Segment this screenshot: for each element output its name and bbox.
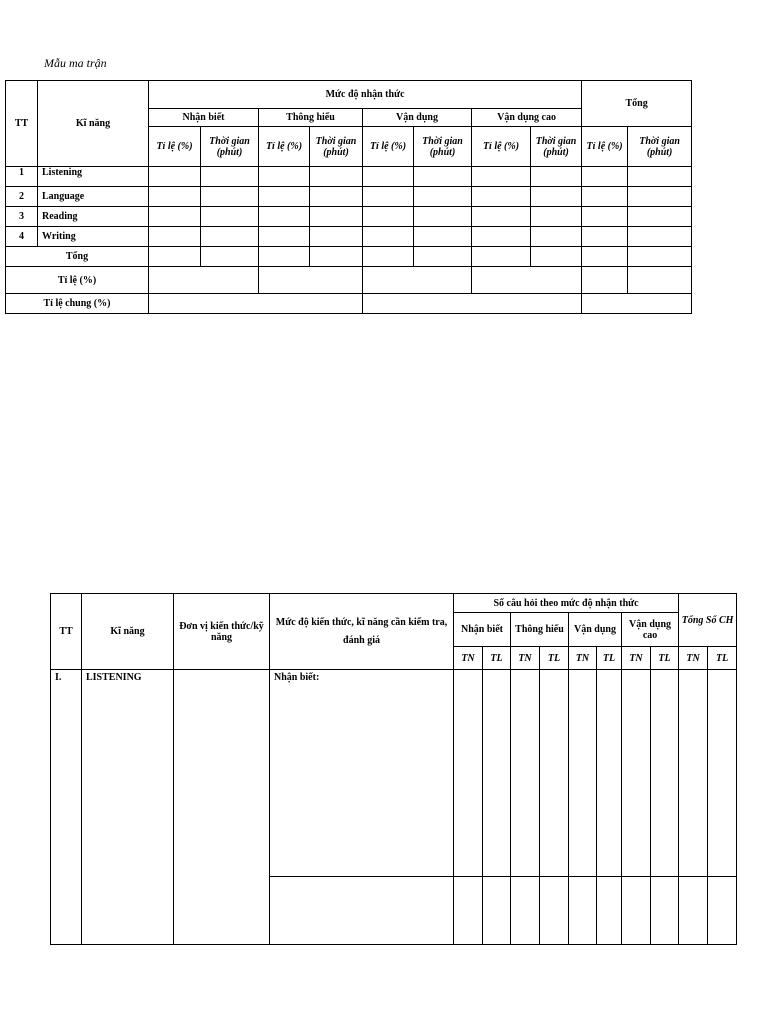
tn-subheader: TN [511,647,540,670]
tl-subheader: TL [651,647,679,670]
table-row [6,227,692,247]
tl-subheader: TL [597,647,622,670]
row-number: I. [51,670,82,945]
table-row [51,670,737,877]
tn-subheader: TN [454,647,483,670]
col-tt-header: TT [6,81,38,167]
ratio-row-label: Tỉ lệ (%) [6,267,149,294]
row-skill: Listening [38,167,149,187]
time-subheader: Thời gian (phút) [310,127,363,167]
tl-subheader: TL [708,647,737,670]
specification-table [50,593,737,945]
ratio-subheader: Tỉ lệ (%) [259,127,310,167]
level-comprehension-header: Thông hiểu [511,613,569,647]
level-recognition-header: Nhận biết [454,613,511,647]
table-row [6,167,692,187]
table-row [6,207,692,227]
total-questions-header: Tổng Số CH [679,594,737,647]
total-row-label: Tổng [6,247,149,267]
level-application-header: Vận dụng [569,613,622,647]
time-subheader: Thời gian (phút) [201,127,259,167]
row-number: 3 [6,207,38,227]
ratio-subheader: Tỉ lệ (%) [149,127,201,167]
row-number: 4 [6,227,38,247]
time-subheader: Thời gian (phút) [531,127,582,167]
time-subheader: Thời gian (phút) [628,127,692,167]
ratio-subheader: Tỉ lệ (%) [582,127,628,167]
level-recognition-header: Nhận biết [149,109,259,127]
tn-subheader: TN [679,647,708,670]
row-skill: Writing [38,227,149,247]
overall-ratio-label: Tỉ lệ chung (%) [6,294,149,314]
tn-subheader: TN [569,647,597,670]
table-row [6,187,692,207]
level-high-application-header: Vận dụng cao [472,109,582,127]
question-count-header: Số câu hỏi theo mức độ nhận thức [454,594,679,613]
page-caption: Mẫu ma trận [44,56,107,70]
level-comprehension-header: Thông hiểu [259,109,363,127]
tn-subheader: TN [622,647,651,670]
level-application-header: Vận dụng [363,109,472,127]
overall-ratio-row [6,294,692,314]
row-skill: LISTENING [82,670,174,945]
matrix-table [5,80,692,314]
col-skill-header: Kĩ năng [82,594,174,670]
row-number: 1 [6,167,38,187]
row-number: 2 [6,187,38,207]
row-skill: Reading [38,207,149,227]
col-assessment-level-header: Mức độ kiến thức, kĩ năng cần kiểm tra, đánh giá [270,594,454,670]
col-knowledge-unit-header: Đơn vị kiến thức/kỹ năng [174,594,270,670]
row-skill: Language [38,187,149,207]
tl-subheader: TL [540,647,569,670]
row-level-label: Nhận biết: [270,670,454,877]
total-row [6,247,692,267]
col-tt-header: TT [51,594,82,670]
tl-subheader: TL [483,647,511,670]
time-subheader: Thời gian (phút) [414,127,472,167]
ratio-subheader: Tỉ lệ (%) [472,127,531,167]
cognitive-level-header: Mức độ nhận thức [149,81,582,109]
ratio-subheader: Tỉ lệ (%) [363,127,414,167]
col-skill-header: Kĩ năng [38,81,149,167]
ratio-row [6,267,692,294]
total-header: Tổng [582,81,692,127]
level-high-application-header: Vận dụng cao [622,613,679,647]
